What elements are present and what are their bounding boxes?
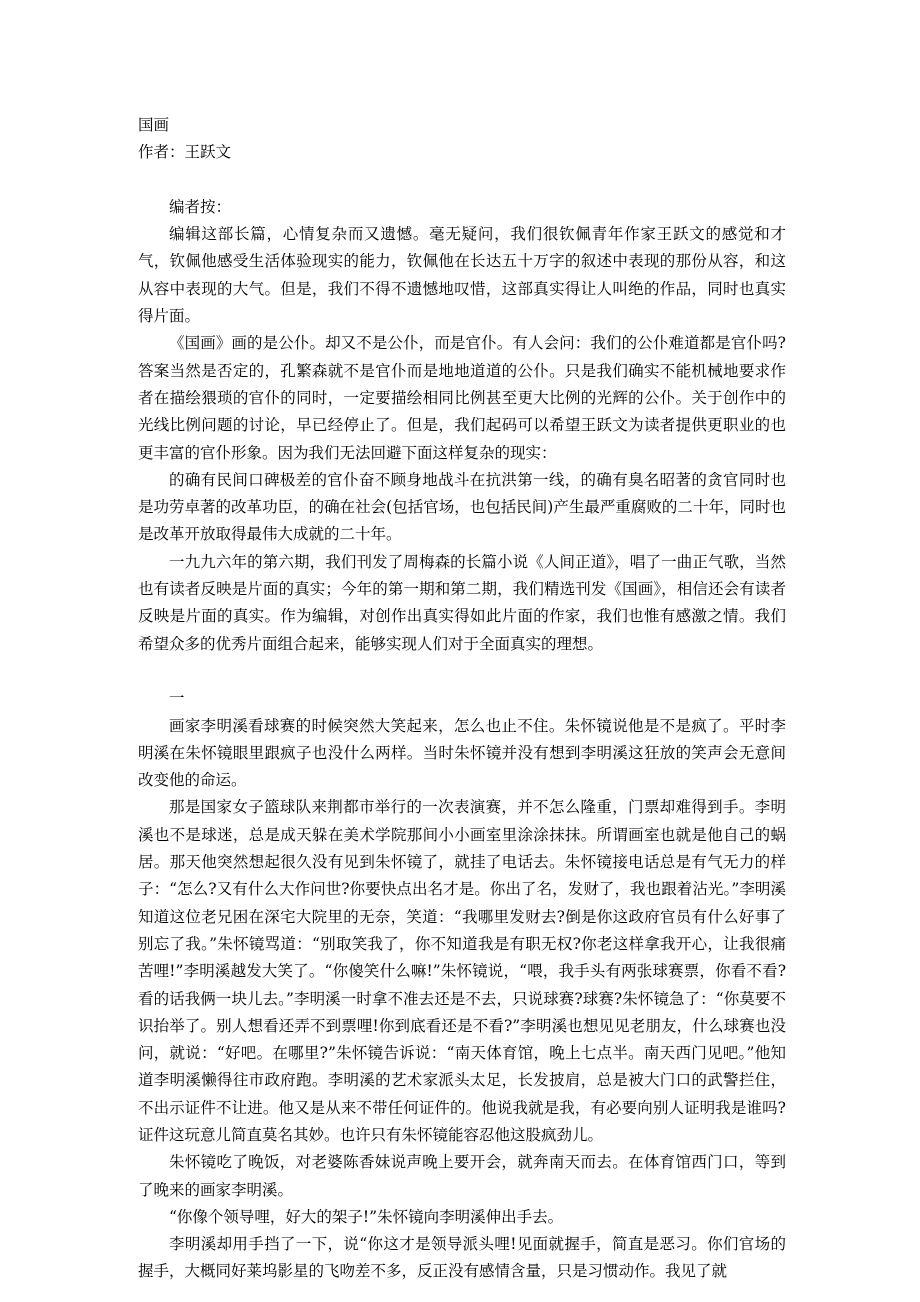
document-title: 国画 [138, 116, 170, 134]
editor-note-label: 编者按： [169, 197, 232, 216]
chapter-paragraph: 那是国家女子篮球队来荆都市举行的一次表演赛，并不怎么隆重，门票却难得到手。李明溪也不是球迷，总是成天躲在美术学院那间小小画室里涂涂抹抹。所谓画室也就是他自己的蜗居。那天他突然想起很久没有见到朱怀镜了，就挂了电话去。朱怀镜接电话总是有气无力的样子：“怎么?又有什么大作问世?你要快点出名才是。你出了名，发财了，我也跟着沾光。”李明溪知道这位老兄困在深宅大院里的无奈，笑道：“我哪里发财去?倒是你这政府官员有什么好事了别忘了我。”朱怀镜骂道：“别取笑我了，你不知道我是有职无权?你老这样拿我开心，让我很痛苦哩!”李明溪越发大笑了。“你傻笑什么嘛!”朱怀镜说，“喂，我手头有两张球赛票，你看不看?看的话我俩一块儿去。”李明溪一时拿不准去还是不去，只说球赛?球赛?朱怀镜急了：“你莫要不识抬举了。别人想看还弄不到票哩!你到底看还是不看?”李明溪也想见见老朋友，什么球赛也没问，就说：“好吧。在哪里?”朱怀镜告诉说：“南天体育馆，晚上七点半。南天西门见吧。”他知道李明溪懒得往市政府跑。李明溪的艺术家派头太足，长发披肩，总是被大门口的武警拦住，不出示证件不让进。他又是从来不带任何证件的。他说我就是我，有必要向别人证明我是谁吗?证件这玩意儿简直莫名其妙。也许只有朱怀镜能容忍他这股疯劲儿。 [138, 798, 786, 1144]
spacer [138, 167, 786, 194]
editor-note-paragraph: 的确有民间口碑极差的官仆奋不顾身地战斗在抗洪第一线，的确有臭名昭著的贪官同时也是功劳卓著的改革功臣，的确在社会(包括官场，也包括民间)产生最严重腐败的二十年，同时也是改革开放取得最伟大成就的二十年。 [138, 470, 786, 544]
editor-note [138, 194, 786, 658]
editor-note-paragraph: 编辑这部长篇，心情复杂而又遗憾。毫无疑问，我们很钦佩青年作家王跃文的感觉和才气，钦佩他感受生活体验现实的能力，钦佩他在长达五十万字的叙述中表现的那份从容，和这从容中表现的大气。但是，我们不得不遗憾地叹惜，这部真实得让人叫绝的作品，同时也真实得片面。 [138, 225, 786, 326]
spacer [138, 658, 786, 685]
chapter-paragraph: 画家李明溪看球赛的时候突然大笑起来，怎么也止不住。朱怀镜说他是不是疯了。平时李明溪在朱怀镜眼里跟疯子也没什么两样。当时朱怀镜并没有想到李明溪这狂放的笑声会无意间改变他的命运。 [138, 716, 786, 790]
chapter-paragraph: “你像个领导哩，好大的架子!”朱怀镜向李明溪伸出手去。 [169, 1207, 564, 1226]
document-page [138, 112, 786, 1286]
chapter-paragraph: 李明溪却用手挡了一下，说“你这才是领导派头哩!见面就握手，简直是恶习。你们官场的握手，大概同好莱坞影星的飞吻差不多，反正没有感情含量，只是习惯动作。我见了就 [138, 1235, 786, 1281]
chapter-body [138, 685, 786, 1286]
author-line: 作者：王跃文 [138, 143, 232, 162]
chapter-paragraph: 朱怀镜吃了晚饭，对老婆陈香妹说声晚上要开会，就奔南天而去。在体育馆西门口，等到了晚来的画家李明溪。 [138, 1153, 786, 1199]
editor-note-paragraph: 一九九六年的第六期，我们刊发了周梅森的长篇小说《人间正道》，唱了一曲正气歌，当然也有读者反映是片面的真实；今年的第一期和第二期，我们精选刊发《国画》，相信还会有读者反映是片面的真实。作为编辑，对创作出真实得如此片面的作家，我们也惟有感激之情。我们希望众多的优秀片面组合起来，能够实现人们对于全面真实的理想。 [138, 552, 786, 653]
editor-note-paragraph: 《国画》画的是公仆。却又不是公仆，而是官仆。有人会问：我们的公仆难道都是官仆吗?答案当然是否定的，孔繁森就不是官仆而是地地道道的公仆。只是我们确实不能机械地要求作者在描绘猥琐的官仆的同时，一定要描绘相同比例甚至更大比例的光辉的公仆。关于创作中的光线比例问题的讨论，早已经停止了。但是，我们起码可以希望王跃文为读者提供更职业的也更丰富的官仆形象。因为我们无法回避下面这样复杂的现实： [138, 334, 786, 462]
chapter-number: 一 [169, 689, 185, 708]
